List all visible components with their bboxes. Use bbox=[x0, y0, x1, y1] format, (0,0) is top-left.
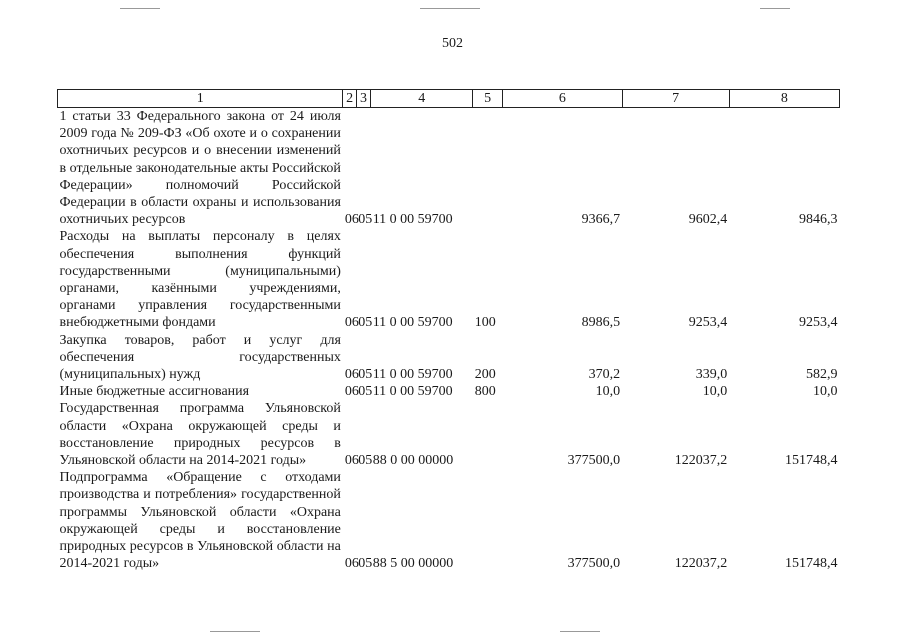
row-target-article: 88 0 00 00000 bbox=[372, 453, 454, 469]
row-description: 1 статьи 33 Федерального закона от 24 июля 2009 года № 209-ФЗ «Об охоте и о сохранении охотничьих ресурсов и о внесении изменений в отдельные законодательные акты Российской Федерации» полномочий Российской Федерации в области охраны и использования охотничьих ресурсов bbox=[59, 109, 341, 228]
row-expense-type bbox=[473, 400, 503, 469]
row-amount-col8: 151748,4 bbox=[785, 453, 838, 469]
row-subsection: 05 bbox=[358, 315, 373, 331]
row-amount-col6: 377500,0 bbox=[567, 453, 621, 469]
row-amount-col6: 370,2 bbox=[588, 367, 621, 383]
row-target-article: 11 0 00 59700 bbox=[372, 367, 453, 383]
row-section: 06 bbox=[344, 315, 359, 331]
row-subsection: 05 bbox=[358, 453, 373, 469]
scan-speck bbox=[560, 631, 600, 632]
row-subsection: 05 bbox=[358, 556, 373, 572]
row-description: Подпрограмма «Обращение с отходами производства и потребления» государственной программы Ульяновской области «Охрана окружающей среды и восстановление природных ресурсов в Ульяновской области на 2014-2021 годы» bbox=[59, 470, 341, 572]
row-amount-col6: 10,0 bbox=[595, 384, 621, 400]
row-target-article: 11 0 00 59700 bbox=[372, 315, 453, 331]
row-amount-col7: 9602,4 bbox=[688, 212, 728, 228]
table-row bbox=[58, 108, 840, 229]
row-amount-col7: 122037,2 bbox=[674, 453, 728, 469]
header-col-5: 5 bbox=[473, 90, 503, 108]
row-expense-type: 800 bbox=[474, 384, 496, 400]
row-section: 06 bbox=[344, 212, 359, 228]
row-amount-col7: 9253,4 bbox=[688, 315, 728, 331]
row-target-article: 88 5 00 00000 bbox=[372, 556, 454, 572]
row-amount-col7: 339,0 bbox=[695, 367, 728, 383]
row-amount-col6: 9366,7 bbox=[581, 212, 621, 228]
row-description: Расходы на выплаты персоналу в целях обеспечения выполнения функций государственными (муниципальными) органами, казёнными учреждениями, органами управления государственными внебюджетными фондами bbox=[59, 229, 341, 331]
table-row bbox=[58, 400, 840, 469]
table-row bbox=[58, 469, 840, 572]
header-col-8: 8 bbox=[729, 90, 839, 108]
row-amount-col8: 10,0 bbox=[813, 384, 838, 400]
row-amount-col8: 9846,3 bbox=[799, 212, 838, 228]
row-target-article: 11 0 00 59700 bbox=[372, 212, 453, 228]
scan-speck bbox=[210, 631, 260, 632]
row-section: 06 bbox=[344, 384, 359, 400]
budget-table bbox=[57, 89, 840, 572]
row-amount-col8: 582,9 bbox=[806, 367, 838, 383]
table-header-row bbox=[58, 90, 840, 108]
row-amount-col8: 9253,4 bbox=[799, 315, 838, 331]
row-subsection: 05 bbox=[358, 367, 373, 383]
header-col-6: 6 bbox=[503, 90, 623, 108]
row-expense-type bbox=[473, 469, 503, 572]
scan-speck bbox=[760, 8, 790, 9]
header-col-4: 4 bbox=[371, 90, 473, 108]
page-number: 502 bbox=[442, 36, 463, 51]
header-col-2: 2 bbox=[343, 90, 356, 108]
row-amount-col7: 10,0 bbox=[702, 384, 728, 400]
row-expense-type bbox=[473, 108, 503, 229]
header-col-1: 1 bbox=[58, 90, 343, 108]
header-col-3: 3 bbox=[356, 90, 370, 108]
row-description: Иные бюджетные ассигнования bbox=[59, 384, 250, 400]
row-amount-col7: 122037,2 bbox=[674, 556, 728, 572]
row-section: 06 bbox=[344, 556, 359, 572]
row-description: Закупка товаров, работ и услуг для обеспечения государственных (муниципальных) нужд bbox=[59, 332, 341, 383]
row-expense-type: 100 bbox=[474, 315, 496, 331]
table-row bbox=[58, 383, 840, 400]
row-expense-type: 200 bbox=[474, 367, 496, 383]
scan-speck bbox=[420, 8, 480, 9]
row-amount-col6: 8986,5 bbox=[581, 315, 621, 331]
table-row bbox=[58, 332, 840, 384]
table-row bbox=[58, 228, 840, 331]
scan-speck bbox=[120, 8, 160, 9]
header-col-7: 7 bbox=[622, 90, 729, 108]
row-target-article: 11 0 00 59700 bbox=[372, 384, 453, 400]
row-section: 06 bbox=[344, 367, 359, 383]
row-description: Государственная программа Ульяновской области «Охрана окружающей среды и восстановление природных ресурсов в Ульяновской области на 2014-2021 годы» bbox=[59, 401, 341, 469]
row-amount-col6: 377500,0 bbox=[567, 556, 621, 572]
row-subsection: 05 bbox=[358, 384, 373, 400]
row-subsection: 05 bbox=[358, 212, 373, 228]
row-section: 06 bbox=[344, 453, 359, 469]
row-amount-col8: 151748,4 bbox=[785, 556, 838, 572]
